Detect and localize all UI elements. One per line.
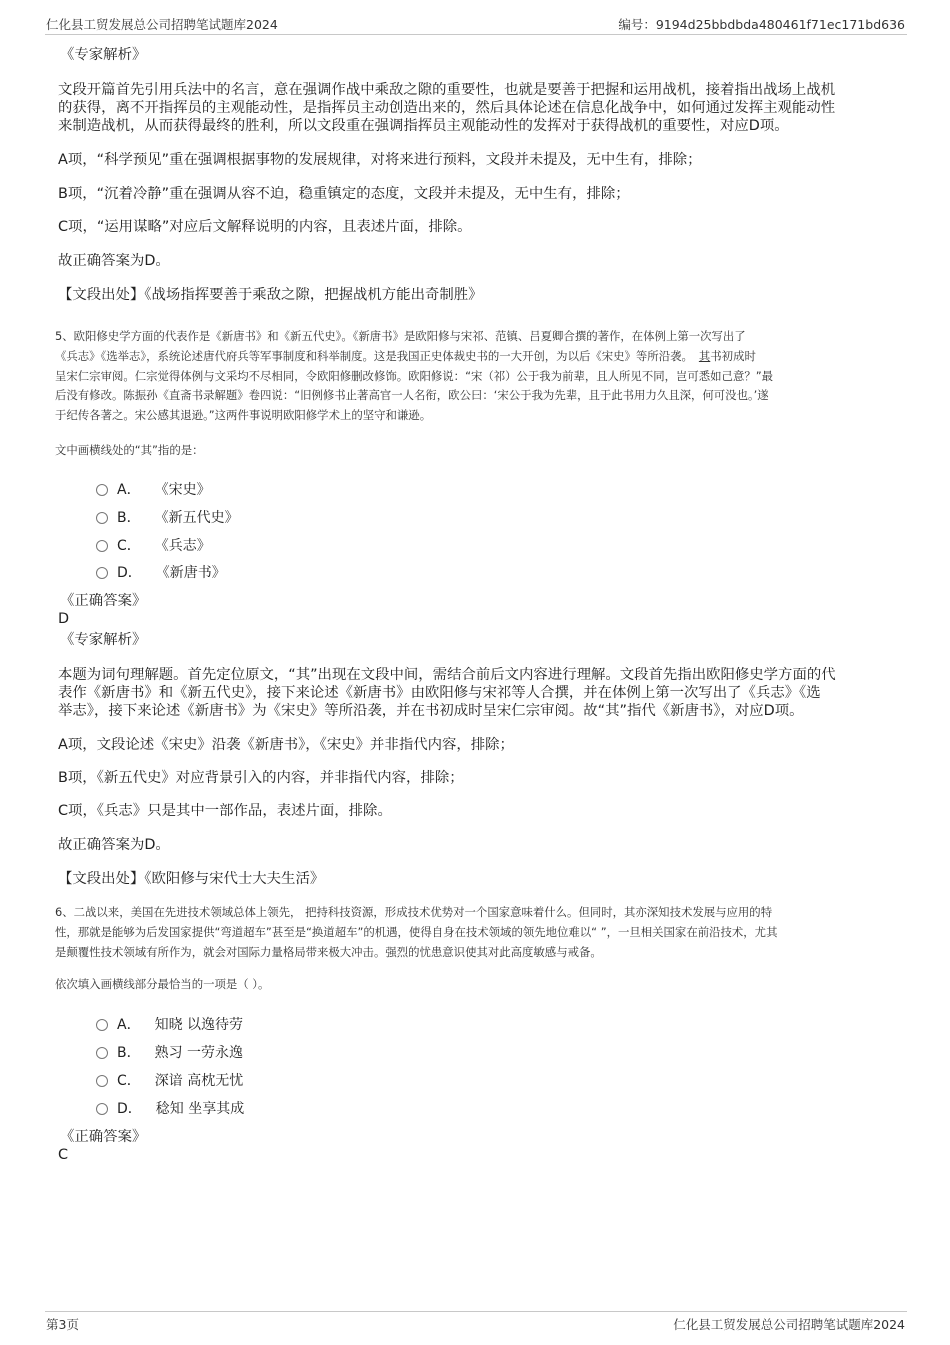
analysis-item-a: A项，“科学预见”重在强调根据事物的发展规律，对将来进行预料，文段并未提及，无中生有，排除； [58,152,702,168]
passage-source: 【文段出处】《欧阳修与宋代士大夫生活》 [58,871,325,887]
analysis-conclusion: 故正确答案为D。 [58,837,170,853]
option-d[interactable]: D． 稔知 坐享其成 [96,1098,244,1118]
analysis-label: 《专家解析》 [60,632,147,648]
page-number: 第3页 [46,1317,79,1332]
radio-icon[interactable] [96,567,108,579]
option-c[interactable]: C． 深谙 高枕无忧 [96,1070,243,1090]
correct-answer: C [58,1147,69,1163]
analysis-item-c: C项，“运用谋略”对应后文解释说明的内容，且表述片面，排除。 [58,219,472,235]
question-6-prompt: 依次填入画横线部分最恰当的一项是（ ）。 [55,977,270,991]
analysis-text: 本题为词句理解题。首先定位原文，“其”出现在文段中间，需结合前后文内容进行理解。文段首先指出欧阳修史学方面的代 表作《新唐书》和《新五代史》，接下来论述《新唐书》由欧阳修与宋祁等人合撰，并在体例上第一次写出了《兵志》《选 举志》，接下来论述《新唐书》为《宋史》等所沿袭，并在书初成时呈宋仁宗审阅。故“其”指代《新唐书》，对应D项。 [58,667,836,719]
analysis-item-c: C项，《兵志》只是其中一部作品，表述片面，排除。 [58,803,392,819]
analysis-conclusion: 故正确答案为D。 [58,253,170,269]
analysis-text: 文段开篇首先引用兵法中的名言，意在强调作战中乘敌之隙的重要性，也就是要善于把握和运用战机，接着指出战场上战机 的获得，离不开指挥员的主观能动性，是指挥员主动创造出来的，然后具体论述在信息化战争中，如何通过发挥主观能动性 来制造战机，从而获得最终的胜利，所以文段重在强调指挥员主观能动性的发挥对于获得战机的重要性，对应D项。 [58,82,836,134]
header-title: 仁化县工贸发展总公司招聘笔试题库2024 [46,17,278,32]
option-b[interactable]: B． 熟习 一劳永逸 [96,1042,243,1062]
option-b[interactable]: B． 《新五代史》 [96,507,239,527]
radio-icon[interactable] [96,484,108,496]
correct-answer-label: 《正确答案》 [60,593,147,609]
footer-title: 仁化县工贸发展总公司招聘笔试题库2024 [673,1317,905,1332]
underlined-word: 其 [698,348,711,363]
header-divider [45,34,907,35]
correct-answer: D [58,611,70,627]
radio-icon[interactable] [96,540,108,552]
question-5-prompt: 文中画横线处的“其”指的是： [55,443,204,457]
radio-icon[interactable] [96,1019,108,1031]
correct-answer-label: 《正确答案》 [60,1129,147,1145]
footer-divider [45,1311,907,1312]
analysis-item-b: B项，“沉着冷静”重在强调从容不迫，稳重镇定的态度，文段并未提及，无中生有，排除； [58,186,630,202]
document-id: 编号：9194d25bbdbda480461f71ec171bd636 [618,17,905,32]
analysis-label: 《专家解析》 [60,47,147,63]
analysis-item-b: B项，《新五代史》对应背景引入的内容，并非指代内容，排除； [58,770,464,786]
passage-source: 【文段出处】《战场指挥要善于乘敌之隙，把握战机方能出奇制胜》 [58,287,483,303]
analysis-item-a: A项，文段论述《宋史》沿袭《新唐书》，《宋史》并非指代内容，排除； [58,737,514,753]
radio-icon[interactable] [96,1075,108,1087]
option-d[interactable]: D． 《新唐书》 [96,562,226,582]
radio-icon[interactable] [96,512,108,524]
radio-icon[interactable] [96,1103,108,1115]
radio-icon[interactable] [96,1047,108,1059]
option-a[interactable]: A． 知晓 以逸待劳 [96,1014,243,1034]
option-c[interactable]: C． 《兵志》 [96,535,211,555]
question-5-passage: 5、欧阳修史学方面的代表作是《新唐书》和《新五代史》。《新唐书》是欧阳修与宋祁、范镇、吕夏卿合撰的著作，在体例上第一次写出了 《兵志》《选举志》，系统论述唐代府兵等军事制度和科举制度。这是我国正史体裁史书的一大开创，为以后《宋史》等所沿袭。 其书初成时 呈宋仁宗审阅。仁宗觉得体例与文采均不尽相同，令欧阳修删改修饰。欧阳修说：“宋（祁）公于我为前辈，且人所见不同，岂可悉如己意？”最 后没有修改。陈振孙《直斋书录解题》卷四说：“旧例修书止著高官一人名衔，欧公曰：‘宋公于我为先辈，且于此书用力久且深，何可没也。’遂 于纪传各著之。宋公感其退逊。”这两件事说明欧阳修学术上的坚守和谦逊。 [55,329,774,423]
option-a[interactable]: A． 《宋史》 [96,479,211,499]
question-6-passage: 6、二战以来，美国在先进技术领域总体上领先， 把持科技资源，形成技术优势对一个国家意味着什么。但同时，其亦深知技术发展与应用的特 性，那就是能够为后发国家提供“弯道超车”甚至是“换道超车”的机遇，使得自身在技术领域的领先地位难以“ ”，一旦相关国家在前沿技术，尤其 是颠覆性技术领域有所作为，就会对国际力量格局带来极大冲击。强烈的忧患意识使其对此高度敏感与戒备。 [55,905,778,959]
